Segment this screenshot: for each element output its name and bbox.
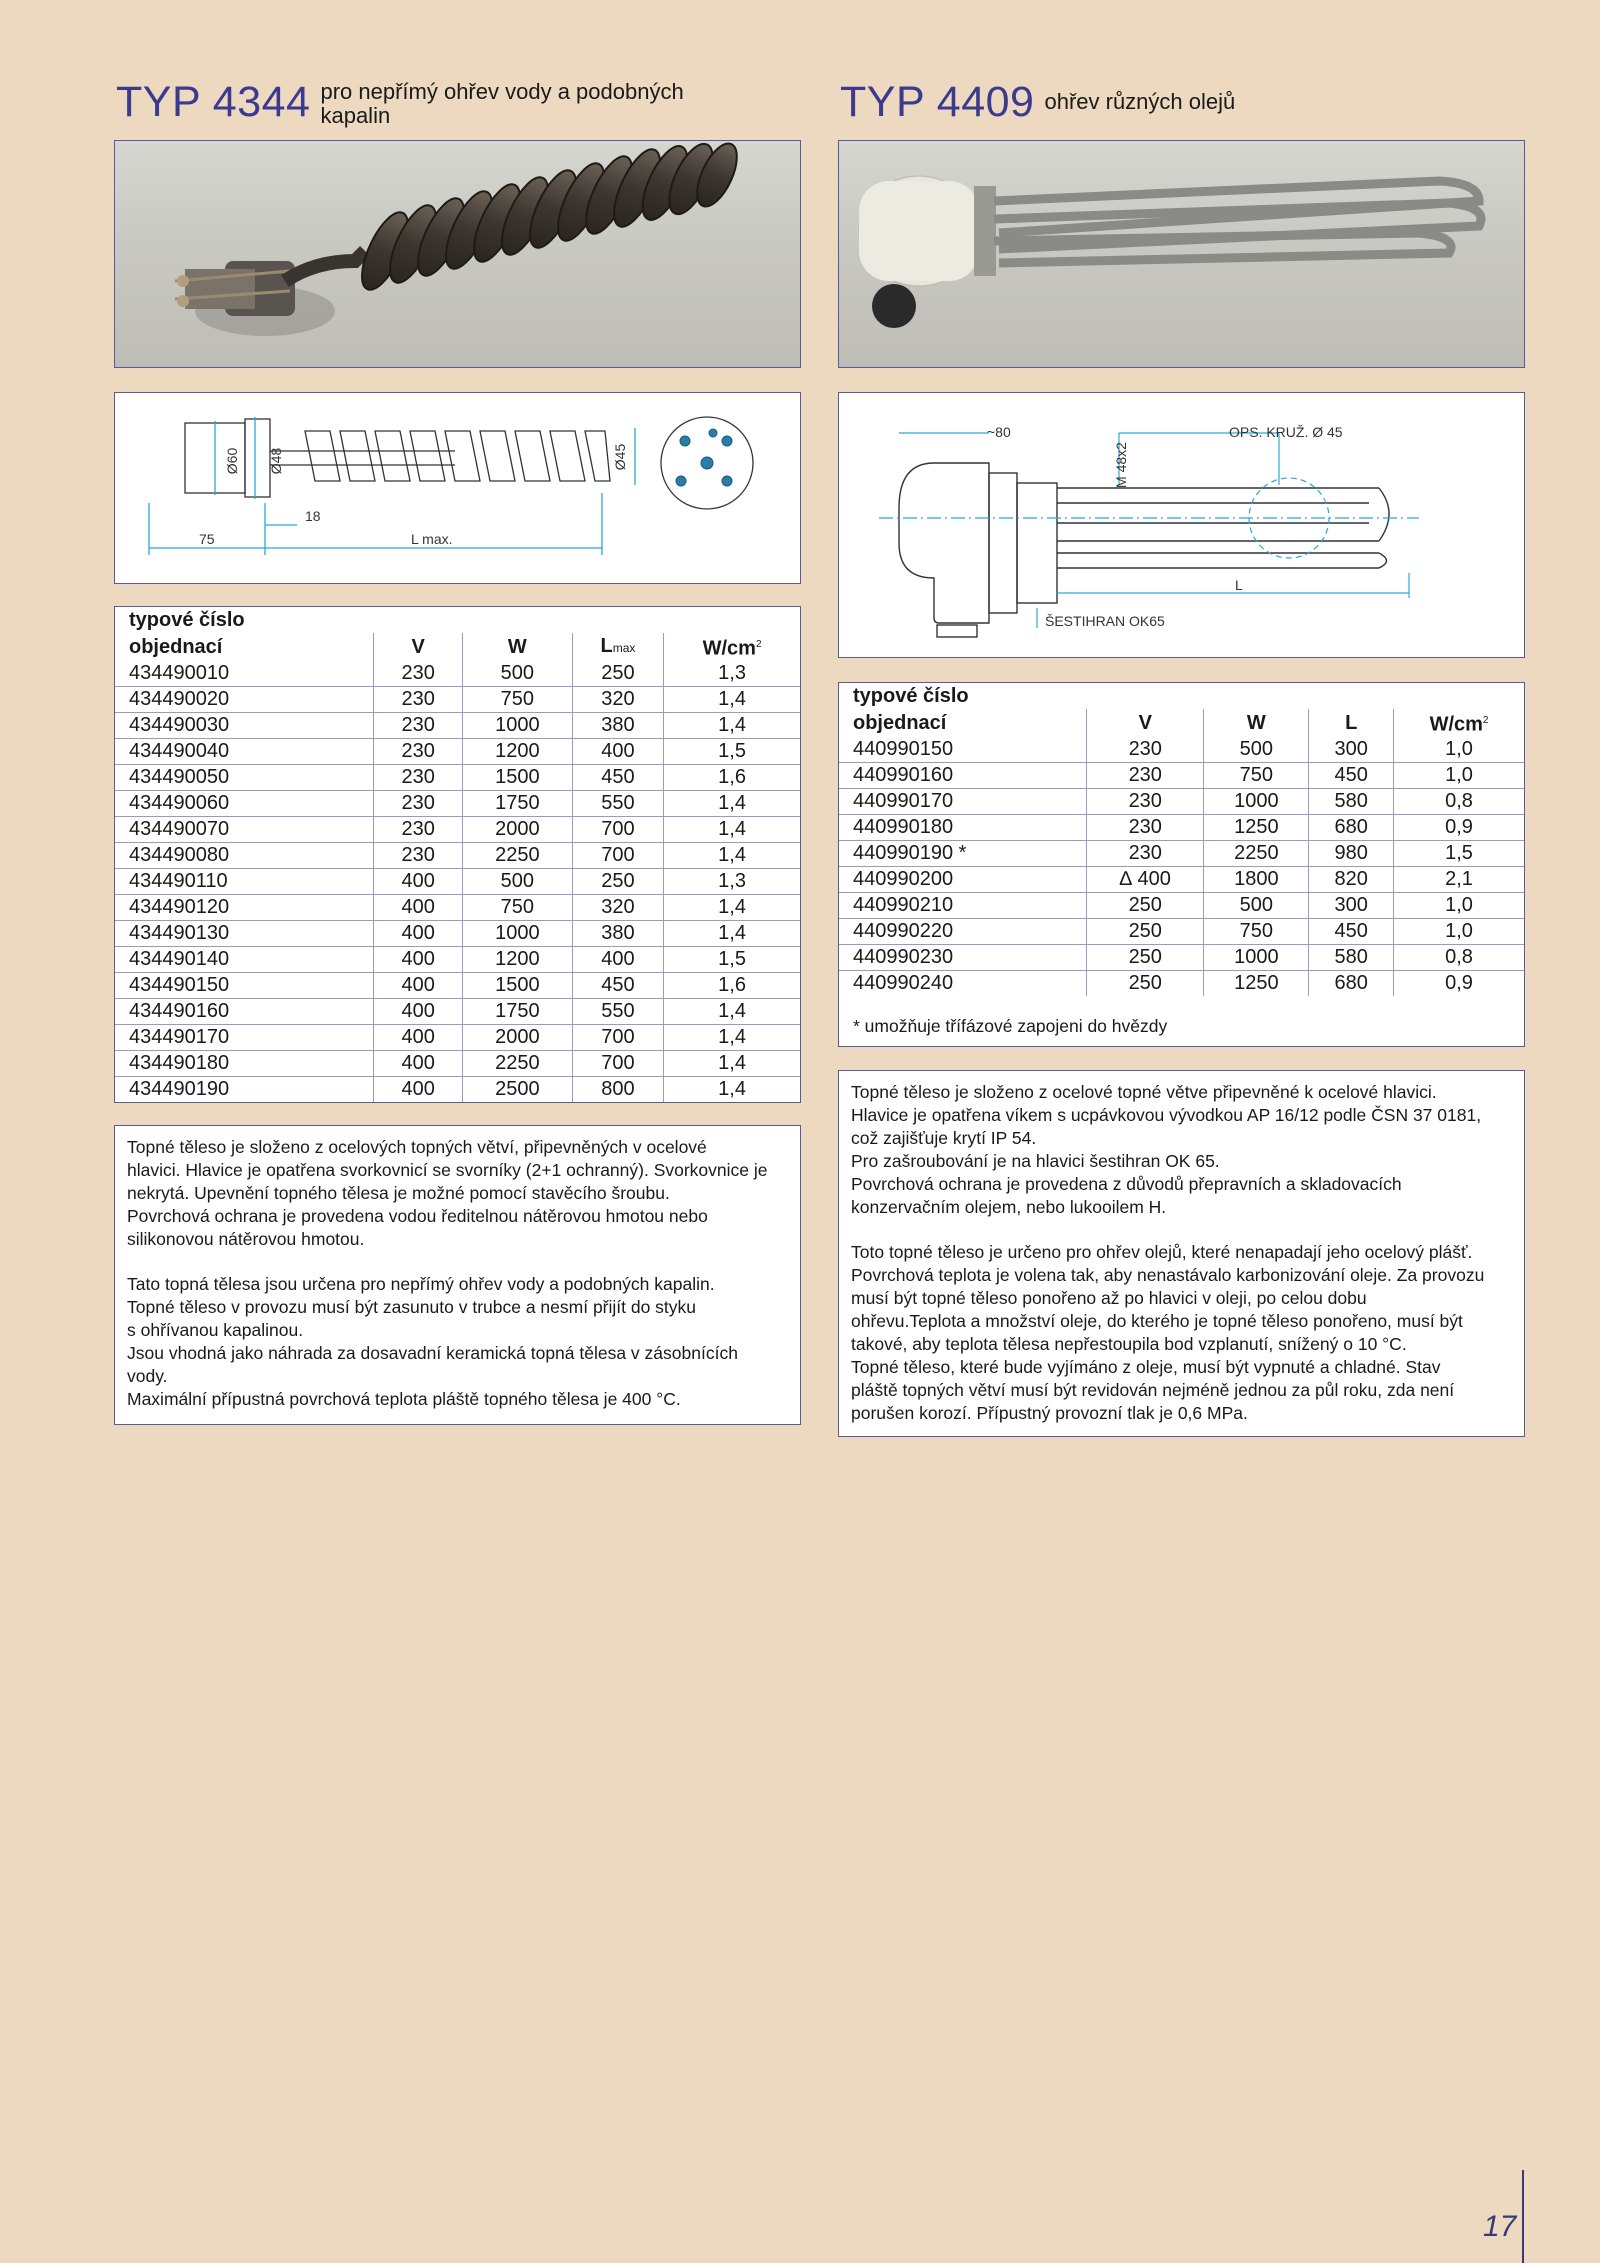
table-cell: 450 [1309, 918, 1394, 944]
table-cell: 434490040 [115, 738, 374, 764]
table-cell: 580 [1309, 788, 1394, 814]
spec-table-box [114, 606, 801, 1103]
table-cell: 1,3 [664, 868, 800, 894]
table-row [839, 840, 1524, 866]
dimension-drawing [839, 393, 1523, 656]
table-cell: 230 [374, 661, 463, 687]
col-header: objednací [129, 635, 223, 658]
dim-label: L max. [411, 531, 453, 547]
table-cell: 700 [572, 816, 663, 842]
table-cell: 230 [1087, 762, 1204, 788]
table-cell: 400 [374, 868, 463, 894]
table-cell: 434490140 [115, 946, 374, 972]
table-cell: 1,4 [664, 1050, 800, 1076]
table-cell: 1,0 [1394, 918, 1524, 944]
table-cell: 1000 [1204, 944, 1309, 970]
table-cell: 400 [374, 1024, 463, 1050]
table-cell: 1,4 [664, 790, 800, 816]
table-cell: 250 [1087, 970, 1204, 996]
subtitle-line: pro nepřímý ohřev vody a podobných [320, 79, 684, 104]
table-cell: 434490180 [115, 1050, 374, 1076]
table-cell: 1800 [1204, 866, 1309, 892]
col-header-wcm: $W/cm^2$ [664, 633, 800, 661]
table-cell: 400 [374, 946, 463, 972]
description-line: porušen korozí. Přípustný provozní tlak je 0,6 MPa. [851, 1403, 1248, 1423]
table-cell: 1000 [1204, 788, 1309, 814]
table-cell: 550 [572, 790, 663, 816]
table-cell: 2250 [462, 842, 572, 868]
table-cell: 400 [374, 894, 463, 920]
table-cell: 320 [572, 686, 663, 712]
dim-label: Ø48 [268, 447, 284, 475]
table-cell: 250 [1087, 918, 1204, 944]
table-cell: 434490020 [115, 686, 374, 712]
description-line: Toto topné těleso je určeno pro ohřev olejů, které nenapadají jeho ocelový plášť. [851, 1242, 1473, 1262]
table-cell: 2250 [462, 1050, 572, 1076]
table-row [115, 972, 800, 998]
description-line: silikonovou nátěrovou hmotou. [127, 1229, 365, 1249]
table-cell: 1,4 [664, 712, 800, 738]
table-row [115, 738, 800, 764]
table-cell: 1,4 [664, 686, 800, 712]
description-line: Povrchová ochrana je provedena vodou ředitelnou nátěrovou hmotou nebo [127, 1206, 708, 1226]
table-cell: 380 [572, 920, 663, 946]
table-cell: 434490050 [115, 764, 374, 790]
technical-drawing [114, 392, 801, 584]
table-header-row [839, 683, 1524, 709]
col-header-l: L [1309, 709, 1394, 737]
table-cell: ∆ 400 [1087, 866, 1204, 892]
description-line: Maximální přípustná povrchová teplota pláště topného tělesa je 400 °C. [127, 1389, 681, 1409]
table-cell: 2000 [462, 816, 572, 842]
table-row [115, 712, 800, 738]
technical-drawing [838, 392, 1525, 658]
table-cell: 434490120 [115, 894, 374, 920]
table-cell: 0,8 [1394, 788, 1524, 814]
table-cell: 2,1 [1394, 866, 1524, 892]
table-cell: 440990190 * [839, 840, 1087, 866]
table-cell: 434490150 [115, 972, 374, 998]
table-cell: 250 [572, 661, 663, 687]
table-cell: 580 [1309, 944, 1394, 970]
table-row [115, 868, 800, 894]
description-paragraph [127, 1273, 788, 1411]
product-photo [838, 140, 1525, 368]
table-cell: 1,4 [664, 816, 800, 842]
table-cell: 1,4 [664, 1076, 800, 1102]
description-line: ohřevu.Teplota a množství oleje, do kterého je topné těleso ponořeno, musí být [851, 1311, 1463, 1331]
table-cell: 1250 [1204, 970, 1309, 996]
table-cell: 1000 [462, 920, 572, 946]
table-row [115, 790, 800, 816]
table-cell: 700 [572, 1050, 663, 1076]
table-cell: 440990160 [839, 762, 1087, 788]
description-line: Povrchová ochrana je provedena z důvodů přepravních a skladovacích [851, 1174, 1402, 1194]
col-header-w: W [1204, 709, 1309, 737]
col-header-wcm: $W/cm^2$ [1394, 709, 1524, 737]
table-cell: 300 [1309, 737, 1394, 763]
description-line: pláště topných větví musí být revidován nejméně jednou za půl roku, zda není [851, 1380, 1455, 1400]
table-cell: 1,5 [664, 946, 800, 972]
table-cell: 1,6 [664, 972, 800, 998]
spec-table [839, 683, 1524, 996]
table-cell: 440990170 [839, 788, 1087, 814]
table-cell: 320 [572, 894, 663, 920]
dim-label: L [1235, 577, 1243, 593]
description-line: konzervačním olejem, nebo lukooilem H. [851, 1197, 1167, 1217]
table-cell: 230 [374, 712, 463, 738]
table-footnote: * umožňuje třífázové zapojeni do hvězdy [853, 1015, 1168, 1036]
table-row [115, 920, 800, 946]
description-line: musí být topné těleso ponořeno až po hlavici v oleji, po celou dobu [851, 1288, 1367, 1308]
table-cell: 380 [572, 712, 663, 738]
table-cell: 1,5 [1394, 840, 1524, 866]
table-cell: 800 [572, 1076, 663, 1102]
dim-label: ~80 [987, 424, 1011, 440]
table-cell: 230 [374, 816, 463, 842]
table-cell: 1,3 [664, 661, 800, 687]
description-paragraph [851, 1081, 1512, 1219]
spec-table [115, 607, 800, 1102]
table-cell: 500 [462, 661, 572, 687]
type-label: TYP 4344 [116, 78, 311, 126]
table-cell: 400 [374, 1050, 463, 1076]
table-cell: 1200 [462, 738, 572, 764]
table-cell: 400 [374, 920, 463, 946]
table-cell: 750 [462, 686, 572, 712]
table-cell: 1,6 [664, 764, 800, 790]
table-cell: 1,4 [664, 998, 800, 1024]
table-cell: 230 [1087, 840, 1204, 866]
type-label: TYP 4409 [840, 78, 1035, 126]
table-cell: 700 [572, 1024, 663, 1050]
description-line: Topné těleso je složeno z ocelových topných větví, připevněných v ocelové [127, 1137, 707, 1157]
table-cell: 230 [374, 790, 463, 816]
table-row [115, 764, 800, 790]
table-cell: 1000 [462, 712, 572, 738]
spec-table-box [838, 682, 1525, 1047]
col-header: typové číslo [853, 685, 969, 707]
table-body [839, 737, 1524, 996]
table-cell: 2000 [462, 1024, 572, 1050]
table-cell: 680 [1309, 814, 1394, 840]
section-header [116, 78, 684, 128]
table-row [115, 998, 800, 1024]
table-cell: 500 [1204, 737, 1309, 763]
col-header-w: W [462, 633, 572, 661]
table-header-row [115, 633, 800, 661]
table-cell: 434490070 [115, 816, 374, 842]
table-cell: 250 [1087, 944, 1204, 970]
dim-label: ŠESTIHRAN OK65 [1045, 613, 1165, 629]
table-header-row [115, 607, 800, 633]
table-cell: 400 [572, 738, 663, 764]
type-subtitle: ohřev různých olejů [1044, 89, 1236, 114]
table-row [115, 842, 800, 868]
table-cell: 230 [1087, 788, 1204, 814]
dimension-drawing [115, 393, 799, 582]
table-row [115, 1076, 800, 1102]
table-cell: 1,4 [664, 920, 800, 946]
table-header-row [839, 709, 1524, 737]
table-cell: 1500 [462, 764, 572, 790]
table-row [115, 1024, 800, 1050]
table-cell: 1,4 [664, 1024, 800, 1050]
table-cell: 440990220 [839, 918, 1087, 944]
type-subtitle [320, 80, 683, 128]
table-row [115, 946, 800, 972]
table-cell: 434490010 [115, 661, 374, 687]
col-header-v: V [1087, 709, 1204, 737]
table-cell: 1250 [1204, 814, 1309, 840]
table-row [839, 762, 1524, 788]
dim-label: 18 [305, 508, 321, 524]
description-box [114, 1125, 801, 1425]
table-cell: 2500 [462, 1076, 572, 1102]
table-cell: 434490190 [129, 1078, 230, 1101]
dim-label: OPS. KRUŽ. Ø 45 [1229, 424, 1343, 440]
table-cell: 434490080 [115, 842, 374, 868]
table-cell: 1,4 [664, 842, 800, 868]
dim-label: Ø45 [612, 443, 628, 471]
table-cell: 0,9 [1394, 970, 1524, 996]
col-header: typové číslo [129, 609, 245, 631]
table-cell: 230 [1087, 814, 1204, 840]
table-body [115, 661, 800, 1102]
description-line: Topné těleso je složeno z ocelové topné větve připevněné k ocelové hlavici. [851, 1082, 1437, 1102]
table-cell: 500 [1204, 892, 1309, 918]
table-cell: 440990200 [839, 866, 1087, 892]
table-cell: 440990210 [839, 892, 1087, 918]
table-cell: 750 [1204, 918, 1309, 944]
table-cell: 500 [462, 868, 572, 894]
table-cell: 230 [1087, 737, 1204, 763]
table-row [839, 970, 1524, 996]
table-cell: 1750 [462, 790, 572, 816]
description-line: což zajišťuje krytí IP 54. [851, 1128, 1037, 1148]
page-number-rule [1522, 2170, 1524, 2263]
col-header: objednací [853, 711, 947, 734]
description-line: hlavici. Hlavice je opatřena svorkovnicí se svorníky (2+1 ochranný). Svorkovnice je [127, 1160, 768, 1180]
table-cell: 2250 [1204, 840, 1309, 866]
section-header [840, 78, 1235, 126]
table-cell: 250 [572, 868, 663, 894]
table-cell: 980 [1309, 840, 1394, 866]
table-cell: 1750 [462, 998, 572, 1024]
page-number: 17 [1483, 2210, 1517, 2243]
table-cell: 1,4 [664, 894, 800, 920]
table-cell: 440990180 [839, 814, 1087, 840]
table-row [839, 737, 1524, 763]
table-cell: 1200 [462, 946, 572, 972]
table-row [839, 866, 1524, 892]
description-box [838, 1070, 1525, 1437]
table-cell: 1,0 [1394, 762, 1524, 788]
product-photo [114, 140, 801, 368]
table-cell: 450 [1309, 762, 1394, 788]
table-row [115, 686, 800, 712]
table-cell: 450 [572, 972, 663, 998]
table-cell: 1,0 [1394, 892, 1524, 918]
description-paragraph [127, 1136, 788, 1251]
table-cell: 434490130 [115, 920, 374, 946]
table-row [115, 894, 800, 920]
table-row [839, 814, 1524, 840]
table-row [839, 788, 1524, 814]
table-cell: 230 [374, 764, 463, 790]
table-cell: 750 [1204, 762, 1309, 788]
table-cell: 434490160 [115, 998, 374, 1024]
table-row [115, 816, 800, 842]
col-header-v: V [374, 633, 463, 661]
description-line: takové, aby teplota tělesa nepřestoupila bod vzplanutí, snížený o 10 °C. [851, 1334, 1407, 1354]
description-line: Povrchová teplota je volena tak, aby nenastávalo karbonizování oleje. Za provozu [851, 1265, 1485, 1285]
table-cell: 434490060 [115, 790, 374, 816]
subtitle-line: kapalin [320, 103, 391, 128]
table-cell: 400 [374, 972, 463, 998]
description-line: s ohřívanou kapalinou. [127, 1320, 304, 1340]
description-line: nekrytá. Upevnění topného tělesa je možné pomocí stavěcího šroubu. [127, 1183, 670, 1203]
table-row [839, 944, 1524, 970]
table-cell: 400 [572, 946, 663, 972]
dim-label: Ø60 [224, 447, 240, 475]
table-cell: 680 [1309, 970, 1394, 996]
table-row [115, 661, 800, 687]
description-line: Jsou vhodná jako náhrada za dosavadní keramická topná tělesa v zásobnících [127, 1343, 738, 1363]
table-cell: 440990240 [853, 972, 954, 995]
table-cell: 400 [374, 1076, 463, 1102]
table-cell: 0,9 [1394, 814, 1524, 840]
table-cell: 400 [374, 998, 463, 1024]
table-cell: 434490170 [115, 1024, 374, 1050]
table-cell: 1,0 [1394, 737, 1524, 763]
table-cell: 1,5 [664, 738, 800, 764]
description-line: Hlavice je opatřena víkem s ucpávkovou vývodkou AP 16/12 podle ČSN 37 0181, [851, 1105, 1482, 1125]
description-line: Pro zašroubování je na hlavici šestihran OK 65. [851, 1151, 1220, 1171]
table-cell: 820 [1309, 866, 1394, 892]
dim-label: M 48x2 [1113, 442, 1129, 488]
table-cell: 250 [1087, 892, 1204, 918]
table-cell: 750 [462, 894, 572, 920]
table-cell: 440990150 [839, 737, 1087, 763]
description-line: Tato topná tělesa jsou určena pro nepřímý ohřev vody a podobných kapalin. [127, 1274, 715, 1294]
table-cell: 450 [572, 764, 663, 790]
table-cell: 230 [374, 738, 463, 764]
table-cell: 550 [572, 998, 663, 1024]
table-row [115, 1050, 800, 1076]
description-line: Topné těleso v provozu musí být zasunuto v trubce a nesmí přijít do styku [127, 1297, 697, 1317]
table-cell: 434490110 [115, 868, 374, 894]
table-row [839, 892, 1524, 918]
description-paragraph [851, 1241, 1512, 1425]
table-row [839, 918, 1524, 944]
table-cell: 1500 [462, 972, 572, 998]
description-line: vody. [127, 1366, 168, 1386]
table-cell: 300 [1309, 892, 1394, 918]
dim-label: 75 [199, 531, 215, 547]
table-cell: 700 [572, 842, 663, 868]
col-header-l: Lmax [572, 633, 663, 661]
heating-element-photo [839, 141, 1523, 366]
heating-element-photo [115, 141, 799, 366]
description-line: Topné těleso, které bude vyjímáno z oleje, musí být vypnuté a chladné. Stav [851, 1357, 1441, 1377]
table-cell: 0,8 [1394, 944, 1524, 970]
table-cell: 230 [374, 842, 463, 868]
table-cell: 230 [374, 686, 463, 712]
table-cell: 440990230 [839, 944, 1087, 970]
table-cell: 434490030 [115, 712, 374, 738]
